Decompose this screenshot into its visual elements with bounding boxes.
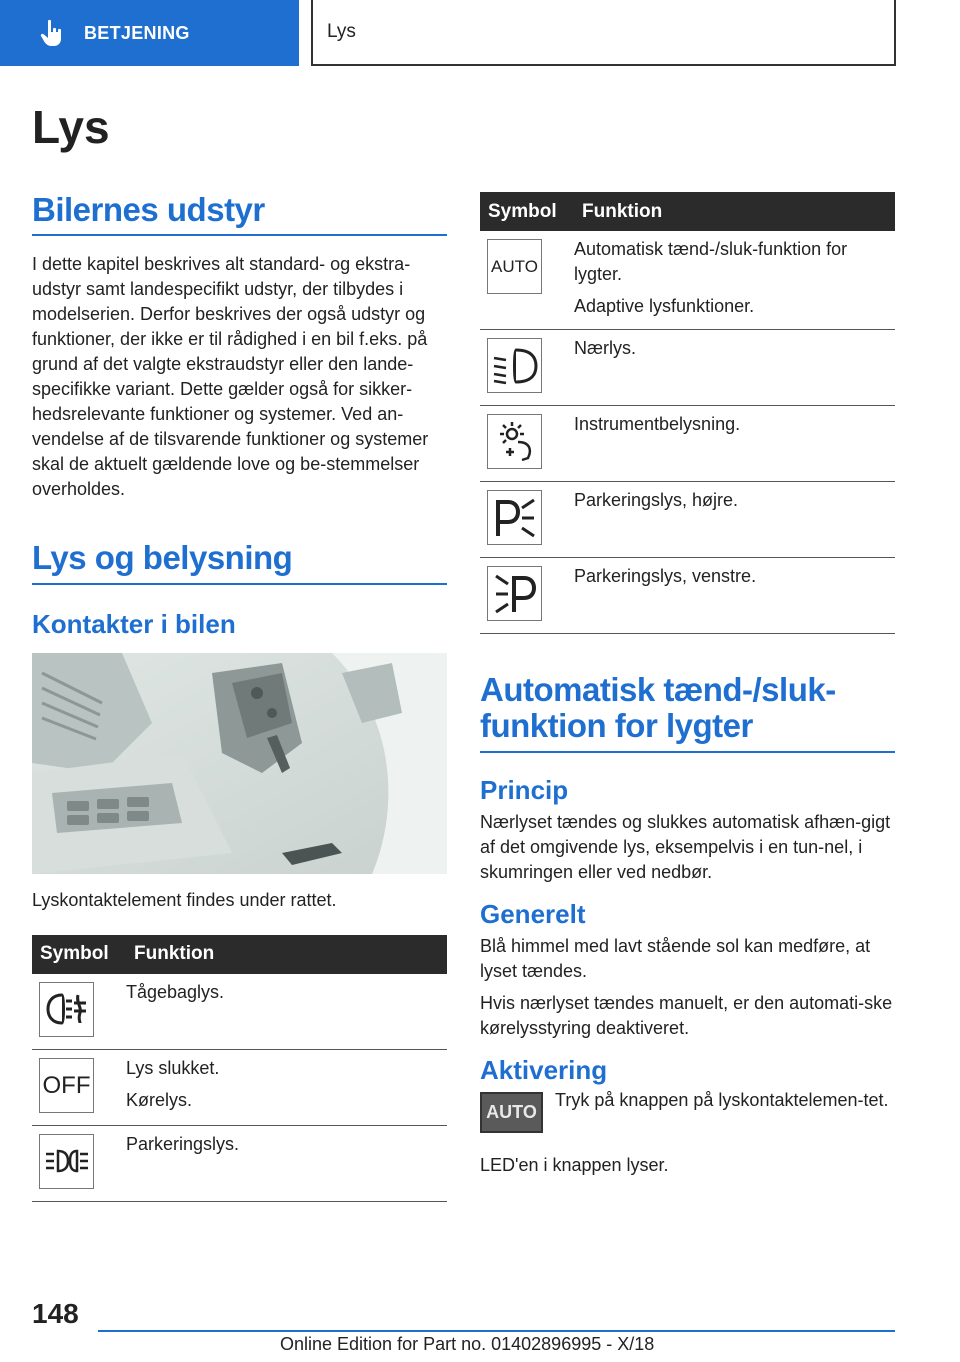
equipment-heading: Bilernes udstyr	[32, 192, 447, 236]
function-text: Automatisk tænd-/sluk-funktion for lygter.	[574, 239, 848, 284]
general-body-1: Blå himmel med lavt stående sol kan medføre, at lyset tændes.	[480, 935, 871, 981]
table-row	[32, 1125, 447, 1201]
principle-body: Nærlyset tændes og slukkes automatisk afhæn-gigt af det omgivende lys, eksempelvis i en tun-nel, i skumringen eller ved nedbør.	[480, 811, 891, 882]
auto-icon: AUTO	[487, 239, 542, 294]
function-text: Kørelys.	[126, 1089, 193, 1110]
auto-button-icon: AUTO	[480, 1092, 543, 1133]
function-text: Adaptive lysfunktioner.	[574, 296, 755, 316]
symbol-table-right	[480, 192, 895, 634]
page-title: Lys	[32, 101, 110, 153]
footer-divider	[98, 1330, 895, 1332]
hand-pointer-icon	[36, 17, 68, 49]
section-label: BETJENING	[84, 22, 190, 43]
parking-lights-icon	[39, 1134, 94, 1189]
parking-light-left-icon	[487, 566, 542, 621]
function-text: Parkeringslys.	[126, 1133, 240, 1154]
table-row	[32, 1049, 447, 1125]
symbol-table-left	[32, 935, 447, 1202]
fog-light-icon	[39, 982, 94, 1037]
chapter-label: Lys	[327, 21, 356, 42]
led-body: LED'en i knappen lyser.	[480, 1155, 669, 1176]
table-row	[480, 558, 895, 634]
function-text: Parkeringslys, venstre.	[574, 566, 757, 586]
page-number: 148	[32, 1298, 79, 1329]
switches-heading: Kontakter i bilen	[32, 608, 236, 639]
right-column	[480, 192, 895, 1178]
activation-body: Tryk på knappen på lyskontaktelemen-tet.	[555, 1090, 889, 1111]
activation-heading: Aktivering	[480, 1054, 608, 1085]
table-row	[480, 330, 895, 406]
general-body-2: Hvis nærlyset tændes manuelt, er den automati-ske kørelysstyring deaktiveret.	[480, 992, 893, 1038]
function-column-header: Funktion	[574, 192, 895, 231]
table-row	[480, 482, 895, 558]
table-row	[32, 974, 447, 1050]
switches-caption: Lyskontaktelement findes under rattet.	[32, 889, 337, 910]
left-column	[32, 90, 447, 1202]
low-beam-icon	[487, 338, 542, 393]
table-header-row	[480, 192, 895, 231]
section-tab[interactable]	[0, 0, 299, 66]
activation-row	[480, 1092, 895, 1133]
function-text: Nærlys.	[574, 338, 636, 358]
function-column-header: Funktion	[126, 935, 447, 974]
auto-heading: Automatisk tænd-/sluk- funktion for lygter	[480, 672, 895, 753]
parking-light-right-icon	[487, 490, 542, 545]
chapter-header	[311, 0, 896, 66]
function-text: Tågebaglys.	[126, 981, 225, 1002]
lights-heading: Lys og belysning	[32, 540, 447, 584]
symbol-column-header: Symbol	[32, 935, 126, 974]
function-text: Instrumentbelysning.	[574, 414, 741, 434]
steering-column-photo	[32, 653, 447, 874]
table-header-row	[32, 935, 447, 974]
instrument-lighting-icon	[487, 414, 542, 469]
function-text: Lys slukket.	[126, 1057, 220, 1078]
edition-text: Online Edition for Part no. 01402896995 - X/18	[280, 1334, 655, 1354]
table-row	[480, 406, 895, 482]
function-text: Parkeringslys, højre.	[574, 490, 739, 510]
off-icon: OFF	[39, 1058, 94, 1113]
general-heading: Generelt	[480, 898, 586, 929]
principle-heading: Princip	[480, 774, 569, 805]
equipment-body: I dette kapitel beskrives alt standard- og ekstra-udstyr samt landespecifikt udstyr, der tilbydes i modelserien. Derfor beskrives der også udstyr og funktioner, der ikke er til rådighed i en bil f.eks. på grund af det valgte ekstraudstyr eller den lande-specifikke variant. Dette gælder også for sikker-hedsrelevante funktioner og systemer. Ved an-vendelse af de tilsvarende funktioner og systemer skal de aktuelt gældende love og be-stemmelser overholdes.	[32, 254, 429, 500]
symbol-column-header: Symbol	[480, 192, 574, 231]
table-row	[480, 231, 895, 330]
